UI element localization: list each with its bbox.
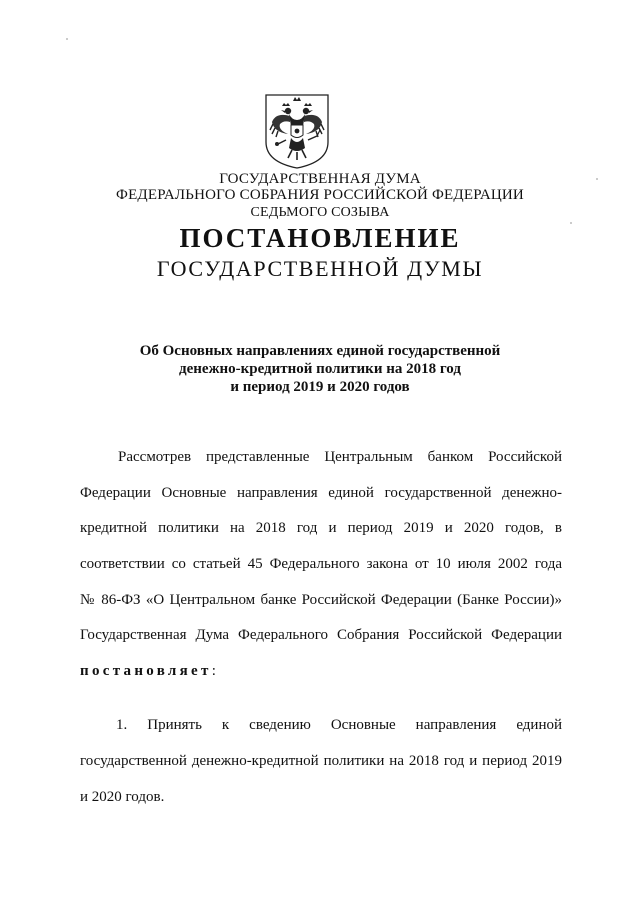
scan-speck xyxy=(66,38,68,40)
resolution-item-1 xyxy=(80,707,562,815)
paragraph-line: Федерации Основные направления единой государственной денежно- xyxy=(80,484,562,501)
paragraph-line: государственной денежно-кредитной политики на 2018 год и период 2019 xyxy=(80,753,562,769)
federal-assembly-name: ФЕДЕРАЛЬНОГО СОБРАНИЯ РОССИЙСКОЙ ФЕДЕРАЦИИ xyxy=(116,187,524,203)
paragraph-line: кредитной политики на 2018 год и период 2019 и 2020 годов, в xyxy=(80,520,562,537)
convocation: СЕДЬМОГО СОЗЫВА xyxy=(250,205,390,220)
document-type: ПОСТАНОВЛЕНИЕ xyxy=(179,223,461,253)
subject-line: Об Основных направлениях единой государственной xyxy=(139,343,501,359)
paragraph-line: Рассмотрев представленные Центральным банком Российской xyxy=(118,449,562,465)
scan-speck xyxy=(570,222,572,224)
scan-speck xyxy=(596,178,598,180)
decision-colon: : xyxy=(211,663,216,680)
subject-line: денежно-кредитной политики на 2018 год xyxy=(179,361,461,377)
preamble-paragraph xyxy=(80,440,562,690)
paragraph-line: соответствии со статьей 45 Федерального закона от 10 июля 2002 года xyxy=(80,556,562,573)
paragraph-line: и 2020 годов. xyxy=(80,789,165,805)
decision-word: постановляет xyxy=(80,663,212,680)
parliament-name: ГОСУДАРСТВЕННАЯ ДУМА xyxy=(219,171,421,187)
document-subject xyxy=(0,342,640,396)
subject-line: и период 2019 и 2020 годов xyxy=(230,379,410,395)
decision-line xyxy=(80,663,216,679)
document-issuer: ГОСУДАРСТВЕННОЙ ДУМЫ xyxy=(156,256,484,281)
paragraph-line: Государственная Дума Федерального Собрания Российской Федерации xyxy=(80,627,562,644)
paragraph-line: 1. Принять к сведению Основные направления единой xyxy=(116,717,562,733)
paragraph-line: № 86-ФЗ «О Центральном банке Российской Федерации (Банке России)» xyxy=(80,591,562,608)
russian-coat-of-arms-icon xyxy=(262,92,332,170)
